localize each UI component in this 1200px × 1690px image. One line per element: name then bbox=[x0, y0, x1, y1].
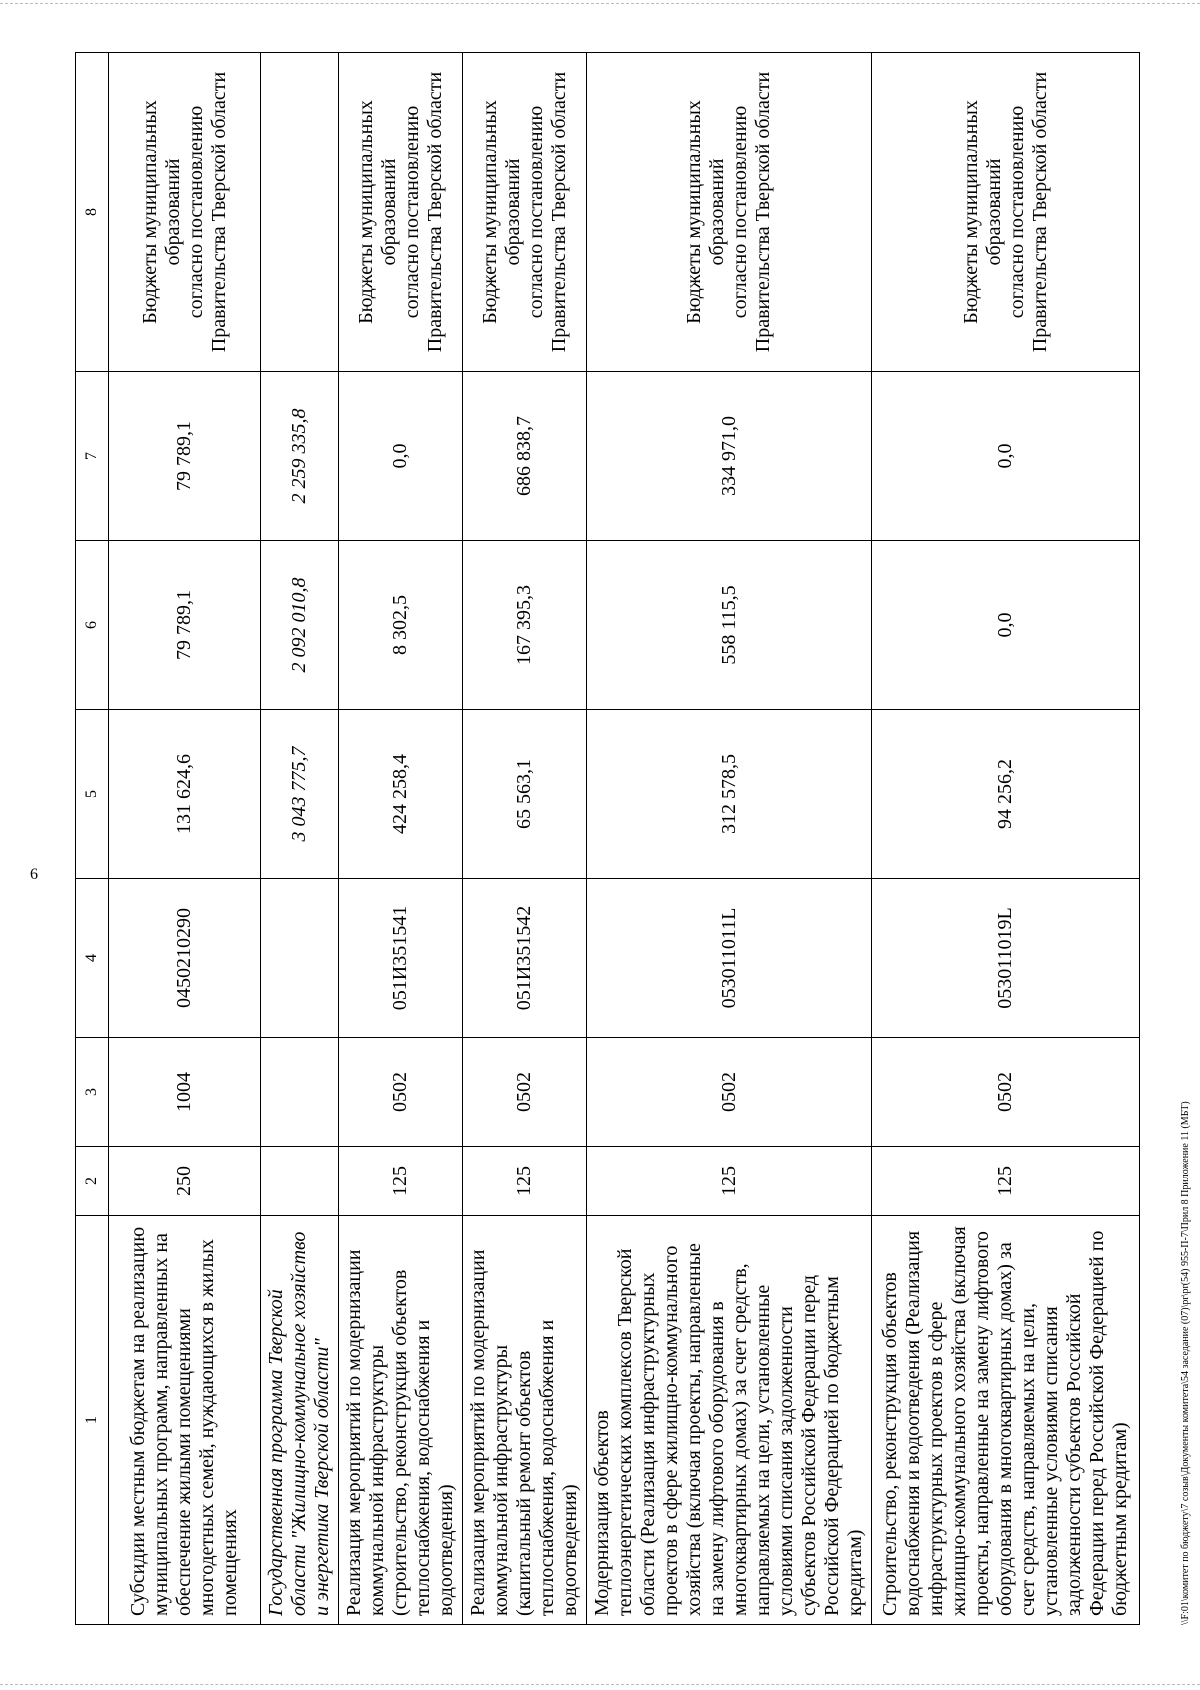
table-row bbox=[109, 53, 261, 1625]
amount-year2-cell: 167 395,3 bbox=[463, 541, 587, 710]
target-code-cell bbox=[261, 879, 339, 1038]
target-code-cell: 051И351542 bbox=[463, 879, 587, 1038]
page-number-text: 6 bbox=[30, 866, 38, 883]
col-header-4: 4 bbox=[76, 879, 109, 1038]
page-number bbox=[25, 125, 43, 1625]
rotated-page bbox=[30, 71, 1191, 1625]
section-code-cell: 0502 bbox=[872, 1038, 1140, 1147]
table-row bbox=[339, 53, 463, 1625]
section-code-cell: 0502 bbox=[339, 1038, 463, 1147]
amount-year1-cell: 65 563,1 bbox=[463, 710, 587, 879]
ministry-code-cell: 125 bbox=[587, 1147, 872, 1216]
amount-year2-cell: 558 115,5 bbox=[587, 541, 872, 710]
ministry-code-cell: 250 bbox=[109, 1147, 261, 1216]
amount-year2-cell: 79 789,1 bbox=[109, 541, 261, 710]
recipient-cell: Бюджеты муниципальных образований согласно постановлению Правительства Тверской области bbox=[339, 53, 463, 372]
row-name-cell: Модернизация объектов теплоэнергетических комплексов Тверской области (Реализация инфраструктурных проектов в сфере жилищно-коммунального хозяйства (включая проекты, направленные на замену лифтового оборудования в многоквартирных домах) за счет средств, направляемых на цели, установленные условиями списания задолженности субъектов Российской Федерации перед Российской Федерацией по бюджетным кредитам) bbox=[587, 1216, 872, 1625]
col-header-1: 1 bbox=[76, 1216, 109, 1625]
footer-file-path: \\F:01\комитет по бюджету\7 созыв\Документы комитета\54 заседание (07)\pr\pr(54) 955-П-7\Прил 8 Приложение 11 (МБТ) bbox=[1180, 1101, 1191, 1625]
section-code-cell bbox=[261, 1038, 339, 1147]
amount-year1-cell: 131 624,6 bbox=[109, 710, 261, 879]
table-row bbox=[463, 53, 587, 1625]
ministry-code-cell: 125 bbox=[339, 1147, 463, 1216]
amount-year3-cell: 0,0 bbox=[339, 372, 463, 541]
amount-year1-cell: 94 256,2 bbox=[872, 710, 1140, 879]
recipient-cell: Бюджеты муниципальных образований согласно постановлению Правительства Тверской области bbox=[872, 53, 1140, 372]
ministry-code-cell bbox=[261, 1147, 339, 1216]
header-row bbox=[76, 53, 109, 1625]
amount-year3-cell: 79 789,1 bbox=[109, 372, 261, 541]
recipient-cell: Бюджеты муниципальных образований согласно постановлению Правительства Тверской области bbox=[463, 53, 587, 372]
col-header-7: 7 bbox=[76, 372, 109, 541]
scan-edge-top bbox=[0, 3, 1200, 4]
row-name-cell: Реализация мероприятий по модернизации коммунальной инфраструктуры (капитальный ремонт объектов теплоснабжения, водоснабжения и водоотведения) bbox=[463, 1216, 587, 1625]
amount-year1-cell: 424 258,4 bbox=[339, 710, 463, 879]
target-code-cell: 0450210290 bbox=[109, 879, 261, 1038]
recipient-cell: Бюджеты муниципальных образований согласно постановлению Правительства Тверской области bbox=[587, 53, 872, 372]
col-header-3: 3 bbox=[76, 1038, 109, 1147]
ministry-code-cell: 125 bbox=[463, 1147, 587, 1216]
ministry-code-cell: 125 bbox=[872, 1147, 1140, 1216]
table-row bbox=[872, 53, 1140, 1625]
amount-year2-cell: 2 092 010,8 bbox=[261, 541, 339, 710]
table-row bbox=[587, 53, 872, 1625]
row-name-cell: Реализация мероприятий по модернизации коммунальной инфраструктуры (строительство, реконструкция объектов теплоснабжения, водоснабжения и водоотведения) bbox=[339, 1216, 463, 1625]
col-header-8: 8 bbox=[76, 53, 109, 372]
amount-year3-cell: 334 971,0 bbox=[587, 372, 872, 541]
col-header-5: 5 bbox=[76, 710, 109, 879]
amount-year3-cell: 686 838,7 bbox=[463, 372, 587, 541]
row-name-cell: Строительство, реконструкция объектов водоснабжения и водоотведения (Реализация инфраструктурных проектов в сфере жилищно-коммунального хозяйства (включая проекты, направленные на замену лифтового оборудования в многоквартирных домах) за счет средств, направляемых на цели, установленные условиями списания задолженности субъектов Российской Федерации перед Российской Федерацией по бюджетным кредитам) bbox=[872, 1216, 1140, 1625]
amount-year2-cell: 8 302,5 bbox=[339, 541, 463, 710]
target-code-cell: 053011019L bbox=[872, 879, 1140, 1038]
amount-year1-cell: 3 043 775,7 bbox=[261, 710, 339, 879]
target-code-cell: 051И351541 bbox=[339, 879, 463, 1038]
recipient-cell: Бюджеты муниципальных образований согласно постановлению Правительства Тверской области bbox=[109, 53, 261, 372]
target-code-cell: 053011011L bbox=[587, 879, 872, 1038]
col-header-2: 2 bbox=[76, 1147, 109, 1216]
amount-year3-cell: 2 259 335,8 bbox=[261, 372, 339, 541]
section-code-cell: 0502 bbox=[587, 1038, 872, 1147]
amount-year2-cell: 0,0 bbox=[872, 541, 1140, 710]
col-header-6: 6 bbox=[76, 541, 109, 710]
amount-year1-cell: 312 578,5 bbox=[587, 710, 872, 879]
budget-table bbox=[75, 52, 1140, 1625]
recipient-cell bbox=[261, 53, 339, 372]
amount-year3-cell: 0,0 bbox=[872, 372, 1140, 541]
row-name-cell: Субсидии местным бюджетам на реализацию муниципальных программ, направленных на обеспечение жилыми помещениями многодетных семей, нуждающихся в жилых помещениях bbox=[109, 1216, 261, 1625]
section-code-cell: 1004 bbox=[109, 1038, 261, 1147]
row-name-cell: Государственная программа Тверской области "Жилищно-коммунальное хозяйство и энергетика Тверской области" bbox=[261, 1216, 339, 1625]
section-code-cell: 0502 bbox=[463, 1038, 587, 1147]
table-row bbox=[261, 53, 339, 1625]
scan-edge-bottom bbox=[0, 1684, 1200, 1685]
